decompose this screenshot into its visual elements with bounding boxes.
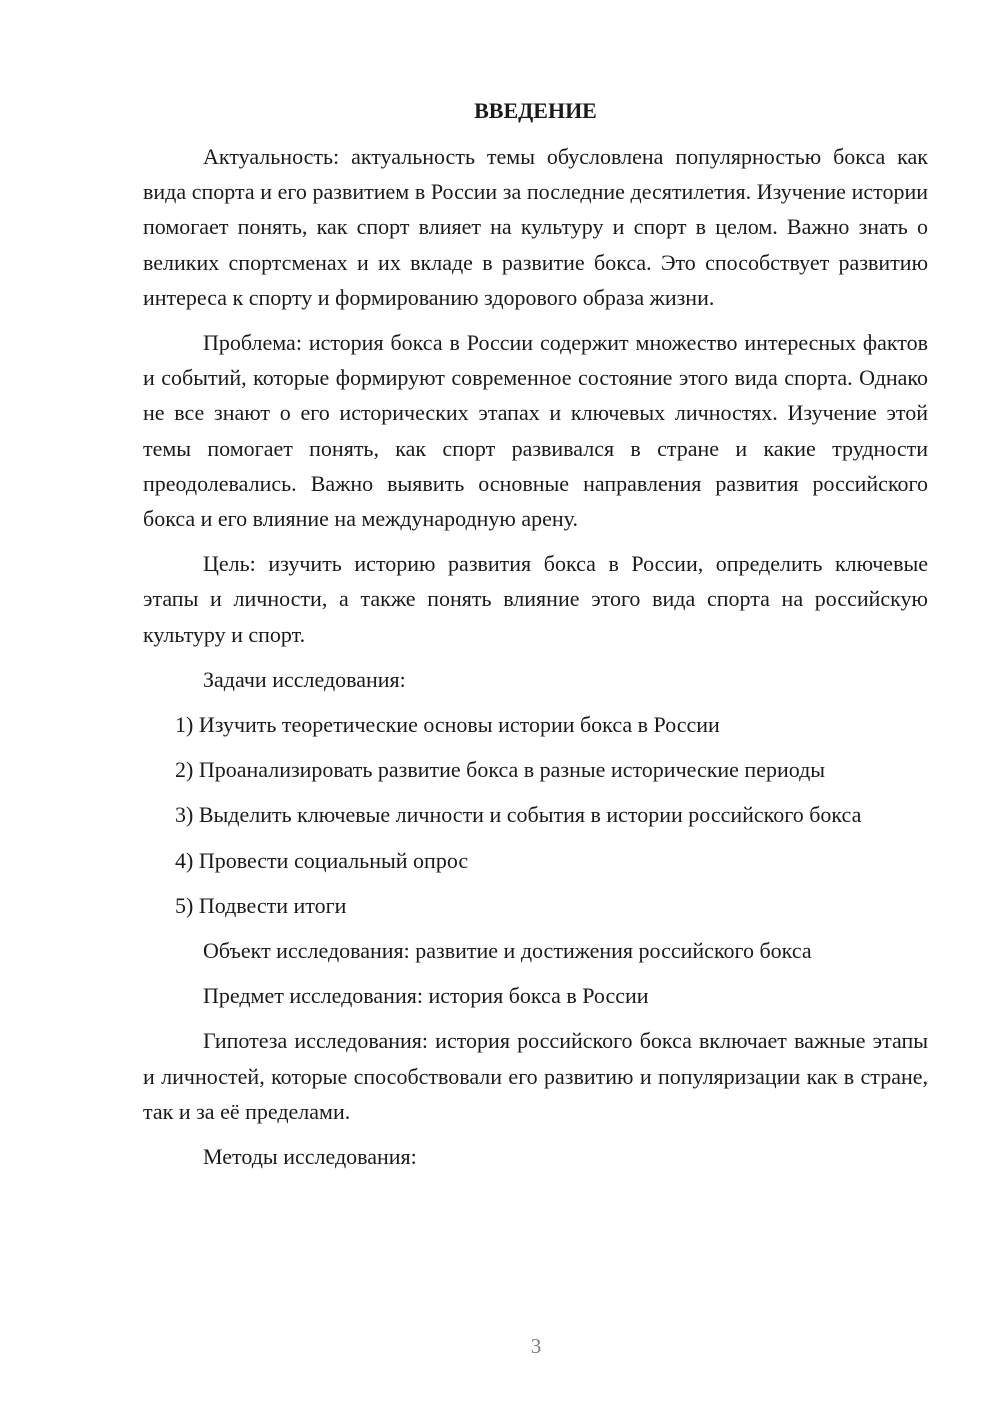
tasks-heading: Задачи исследования: (203, 666, 406, 692)
methods-heading: Методы исследования: (203, 1144, 417, 1170)
hypothesis-paragraph: Гипотеза исследования: история российского бокса включает важные этапы и личностей, которые способствовали его развитию и популяризации как в стране, так и за её пределами. (143, 1028, 928, 1124)
task-item-2: 2) Проанализировать развитие бокса в разные исторические периоды (175, 757, 826, 783)
relevance-paragraph: Актуальность: актуальность темы обусловлена популярностью бокса как вида спорта и его развитием в России за последние десятилетия. Изучение истории помогает понять, как спорт влияет на культуру и спорт в целом. Важно знать о великих спортсменах и их вкладе в развитие бокса. Это способствует развитию интереса к спорту и формированию здорового образа жизни. (143, 144, 928, 310)
task-item-5: 5) Подвести итоги (175, 892, 347, 918)
section-title: ВВЕДЕНИЕ (474, 98, 597, 123)
subject-paragraph: Предмет исследования: история бокса в России (203, 983, 649, 1009)
task-item-1: 1) Изучить теоретические основы истории бокса в России (175, 712, 720, 738)
page-content (143, 96, 928, 1184)
object-paragraph: Объект исследования: развитие и достижения российского бокса (203, 938, 812, 964)
goal-paragraph: Цель: изучить историю развития бокса в России, определить ключевые этапы и личности, а также понять влияние этого вида спорта на российскую культуру и спорт. (143, 551, 928, 647)
task-item-4: 4) Провести социальный опрос (175, 847, 469, 873)
task-item-3: 3) Выделить ключевые личности и события в истории российского бокса (175, 802, 862, 828)
problem-paragraph: Проблема: история бокса в России содержит множество интересных фактов и событий, которые формируют современное состояние этого вида спорта. Однако не все знают о его исторических этапах и ключевых личностях. Изучение этой темы помогает понять, как спорт развивался в стране и какие трудности преодолевались. Важно выявить основные направления развития российского бокса и его влияние на международную арену. (143, 330, 928, 532)
page-number: 3 (530, 1334, 542, 1358)
